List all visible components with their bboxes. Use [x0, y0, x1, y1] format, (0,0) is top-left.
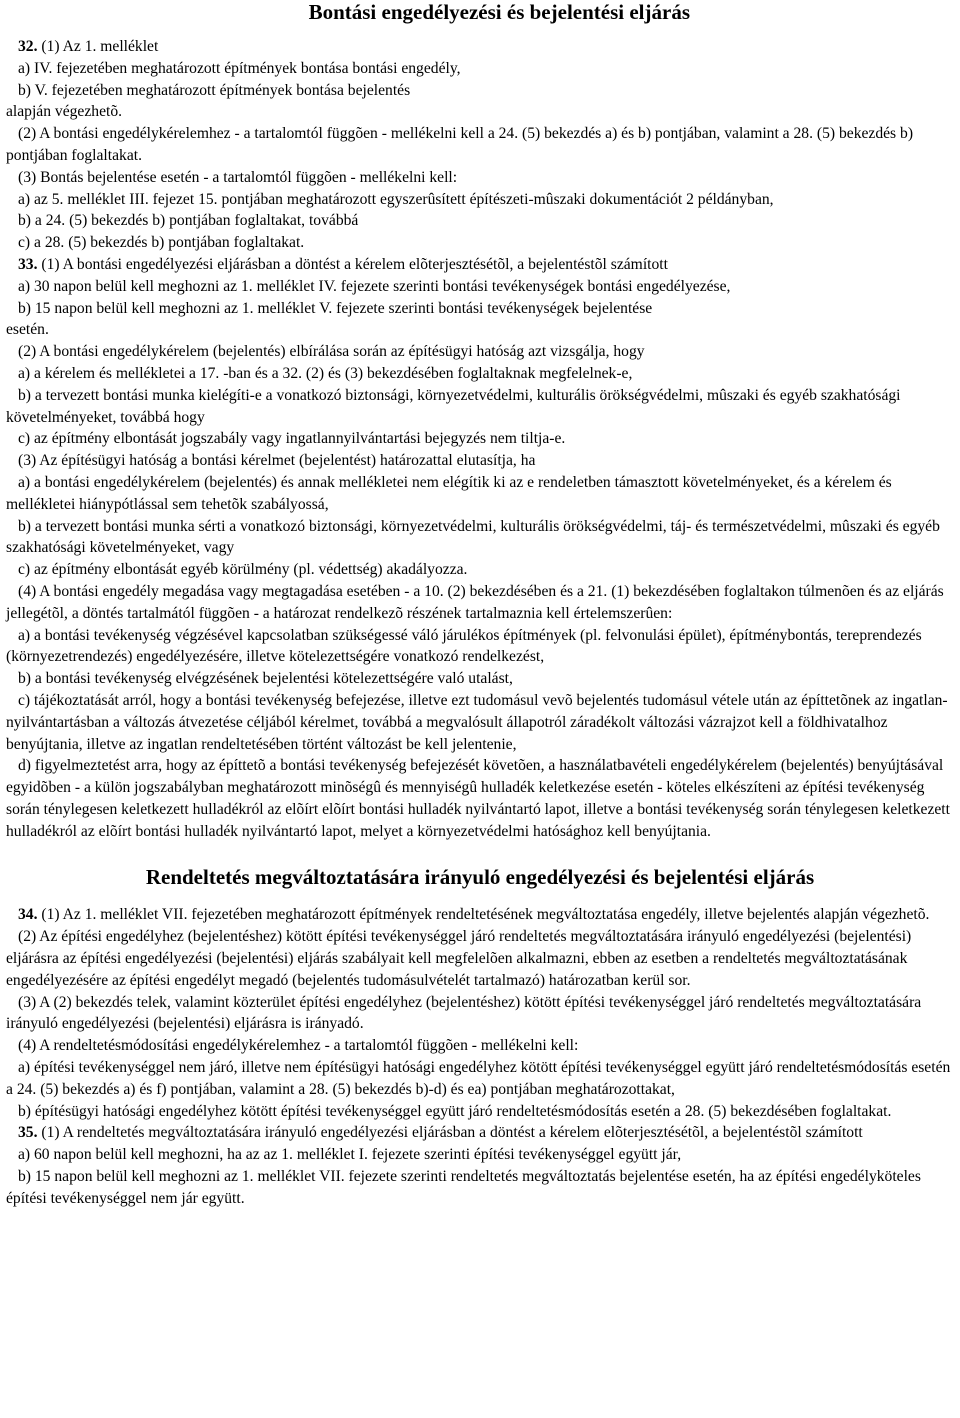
paragraph-text: a) IV. fejezetében meghatározott építmények bontása bontási engedély, — [18, 59, 461, 77]
paragraph-text: (1) A rendeltetés megváltoztatására irányuló engedélyezési eljárásban a döntést a kérelem elõterjesztésétõl, a bejelentéstõl számított — [37, 1124, 863, 1142]
paragraph-text: b) a bontási tevékenység elvégzésének bejelentési kötelezettségére való utalást, — [18, 670, 513, 688]
paragraph — [6, 668, 954, 690]
paragraph-text: b) a tervezett bontási munka kielégíti-e a vonatkozó biztonsági, környezetvédelmi, kulturális örökségvédelmi, mûszaki és egyéb szakhatósági követelményeket, továbbá hogy — [6, 386, 901, 426]
paragraph — [6, 1035, 954, 1057]
paragraph-text: c) az építmény elbontását egyéb körülmény (pl. védettség) akadályozza. — [18, 561, 468, 579]
paragraph — [6, 755, 954, 842]
paragraph — [6, 625, 954, 669]
paragraph-text: c) tájékoztatását arról, hogy a bontási tevékenység befejezése, illetve ezt tudomásul vevõ bejelentés tudomásul vétele után az építtetõnek az ingatlan-nyilvántartásban a változás átvezetése céljából kérelmet, továbbá a megvalósult állapotról záradékolt változási vázrajzot kell a földhivatalhoz benyújtania, illetve az ingatlan rendeltetésében történt változást be kell jelentenie, — [6, 691, 948, 753]
paragraph — [6, 36, 954, 58]
paragraph — [6, 319, 954, 341]
paragraph — [6, 1101, 954, 1123]
paragraph — [6, 559, 954, 581]
paragraph — [6, 1166, 954, 1210]
section-number: 32. — [18, 38, 38, 55]
paragraph-text: a) építési tevékenységgel nem járó, illetve nem építésügyi hatósági engedélyhez kötött építési tevékenységgel együtt járó rendeltetésmódosítás esetén a 24. (5) bekezdés a) és f) pontjában, valamint a 28. (5) bekezdés b)-d) és ea) pontjában meghatározottakat, — [6, 1059, 951, 1098]
section-number: 34. — [18, 906, 38, 924]
paragraph — [6, 1057, 954, 1101]
paragraph-text: alapján végezhetõ. — [6, 103, 123, 121]
paragraph-text: (3) Az építésügyi hatóság a bontási kérelmet (bejelentést) határozattal elutasítja, ha — [18, 452, 536, 470]
paragraph — [6, 581, 954, 625]
paragraph-text: (4) A bontási engedély megadása vagy megtagadása esetében - a 10. (2) bekezdésében és a 21. (1) bekezdésében foglaltakon túlmenõen és az eljárás jellegétõl, a döntés tartalmától függõen - a határozat rendelkezõ részének tartalmaznia kell értelemszerûen: — [6, 582, 944, 622]
paragraph-text: a) az 5. melléklet III. fejezet 15. pontjában meghatározott egyszerûsített építészeti-mûszaki dokumentációt 2 példányban, — [18, 190, 774, 208]
paragraph-text: (1) Az 1. melléklet — [37, 38, 159, 55]
paragraph-text: d) figyelmeztetést arra, hogy az építtetõ a bontási tevékenység befejezését követõen, a használatbavételi engedélykérelem (bejelentés) benyújtásával egyidõben - a külön jogszabályban meghatározott minõségû és mennyiségû hulladék keletkezése esetén - köteles elkészíteni az építési tevékenység során ténylegesen keletkezett hulladékról az elõírt elõírt bontási hulladék nyilvántartó lapot, illetve a bontási tevékenység során ténylegesen keletkezett hulladékról az elõírt bontási hulladék nyilvántartó lapot, melyet a környezetvédelmi hatósághoz kell benyújtania. — [6, 757, 950, 840]
paragraph-text: b) építésügyi hatósági engedélyhez kötött építési tevékenységgel együtt járó rendeltetésmódosítás esetén a 28. (5) bekezdésében foglaltakat. — [18, 1102, 892, 1120]
paragraph — [6, 472, 954, 516]
paragraph — [6, 363, 954, 385]
paragraph — [6, 1144, 954, 1166]
paragraph — [6, 123, 954, 167]
paragraph-text: b) V. fejezetében meghatározott építmények bontása bejelentés — [18, 81, 411, 99]
paragraph — [6, 904, 954, 926]
paragraph-text: (2) Az építési engedélyhez (bejelentéshez) kötött építési tevékenységgel járó rendeltetés megváltoztatására irányuló engedélyezési (bejelentési) eljárásra az építési engedélyezési (bejelentési) eljárás szabályait kell megfelelõen alkalmazni, ebben az esetben a rendeltetés megváltoztatásának engedélyezésére az építési engedélyt megadó (bejelentés tudomásulvételét tartalmazó) határozatban kerül sor. — [6, 928, 912, 989]
paragraph — [6, 1122, 954, 1144]
paragraph-text: b) 15 napon belül kell meghozni az 1. melléklet VII. fejezete szerinti rendeltetés megváltoztatás bejelentése esetén, ha az építési engedélyköteles építési tevékenységgel nem jár együtt. — [6, 1168, 921, 1207]
paragraph — [6, 992, 954, 1036]
paragraph — [6, 341, 954, 363]
paragraph — [6, 254, 954, 276]
paragraph — [6, 167, 954, 189]
paragraph — [6, 385, 954, 429]
section-title-rendeltetes: Rendeltetés megváltoztatására irányuló engedélyezési és bejelentési eljárás — [145, 865, 815, 890]
section-number: 35. — [18, 1124, 38, 1142]
section-body-rendeltetes — [6, 904, 954, 1209]
paragraph-text: b) 15 napon belül kell meghozni az 1. melléklet V. fejezete szerinti bontási tevékenységek bejelentése — [18, 299, 653, 317]
paragraph — [6, 58, 954, 80]
paragraph — [6, 276, 954, 298]
paragraph — [6, 298, 954, 320]
paragraph-text: (3) Bontás bejelentése esetén - a tartalomtól függõen - mellékelni kell: — [18, 168, 458, 186]
paragraph-text: a) a bontási engedélykérelem (bejelentés) és annak mellékletei nem elégítik ki az e rendeletben támasztott követelményeket, és a kérelem és mellékletei hiánypótlással sem tehetõk szabályossá, — [6, 473, 892, 513]
paragraph-text: a) 60 napon belül kell meghozni, ha az az 1. melléklet I. fejezete szerinti építési tevékenységgel együtt jár, — [18, 1146, 682, 1164]
paragraph-text: (1) A bontási engedélyezési eljárásban a döntést a kérelem elõterjesztésétõl, a bejelentéstõl számított — [37, 255, 668, 273]
paragraph — [6, 80, 954, 102]
section-body-bontasi — [6, 36, 954, 842]
paragraph-text: a) a bontási tevékenység végzésével kapcsolatban szükségessé váló járulékos építmények (pl. felvonulási épület), építménybontás, tereprendezés (környezetrendezés) engedélyezésére, illetve kötelezettségére vonatkozó rendelkezést, — [6, 626, 922, 666]
section-title-bontasi: Bontási engedélyezési és bejelentési eljárás — [308, 0, 690, 24]
paragraph — [6, 189, 954, 211]
paragraph — [6, 428, 954, 450]
paragraph — [6, 926, 954, 991]
paragraph-text: b) a 24. (5) bekezdés b) pontjában foglaltakat, továbbá — [18, 212, 359, 230]
paragraph-text: a) a kérelem és mellékletei a 17. -ban és a 32. (2) és (3) bekezdésében foglaltaknak megfelelnek-e, — [18, 364, 633, 382]
paragraph-text: a) 30 napon belül kell meghozni az 1. melléklet IV. fejezete szerinti bontási tevékenységek bontási engedélyezése, — [18, 277, 731, 295]
section-number: 33. — [18, 255, 38, 273]
paragraph — [6, 690, 954, 755]
paragraph-text: (2) A bontási engedélykérelemhez - a tartalomtól függõen - mellékelni kell a 24. (5) bekezdés a) és b) pontjában, valamint a 28. (5) bekezdés b) pontjában foglaltakat. — [6, 125, 914, 164]
paragraph-text: (3) A (2) bekezdés telek, valamint közterület építési engedélyhez (bejelentéshez) kötött építési tevékenységgel járó rendeltetés megváltoztatására irányuló engedélyezési (bejelentési) eljárásra is irányadó. — [6, 993, 922, 1033]
paragraph-text: b) a tervezett bontási munka sérti a vonatkozó biztonsági, környezetvédelmi, kulturális örökségvédelmi, táj- és természetvédelmi, mûszaki és egyéb szakhatósági követelményeket, vagy — [6, 517, 940, 557]
paragraph — [6, 210, 954, 232]
paragraph — [6, 232, 954, 254]
paragraph-text: (4) A rendeltetésmódosítási engedélykérelemhez - a tartalomtól függõen - mellékelni kell: — [18, 1037, 579, 1055]
paragraph-text: c) a 28. (5) bekezdés b) pontjában foglaltakat. — [18, 234, 305, 252]
paragraph — [6, 450, 954, 472]
paragraph-text: (1) Az 1. melléklet VII. fejezetében meghatározott építmények rendeltetésének megváltoztatása engedély, illetve bejelentés alapján végezhetõ. — [37, 906, 930, 924]
paragraph — [6, 516, 954, 560]
paragraph — [6, 101, 954, 123]
paragraph-text: (2) A bontási engedélykérelem (bejelentés) elbírálása során az építésügyi hatóság azt vizsgálja, hogy — [18, 343, 645, 361]
paragraph-text: c) az építmény elbontását jogszabály vagy ingatlannyilvántartási bejegyzés nem tiltja-e. — [18, 430, 566, 448]
paragraph-text: esetén. — [6, 321, 49, 339]
